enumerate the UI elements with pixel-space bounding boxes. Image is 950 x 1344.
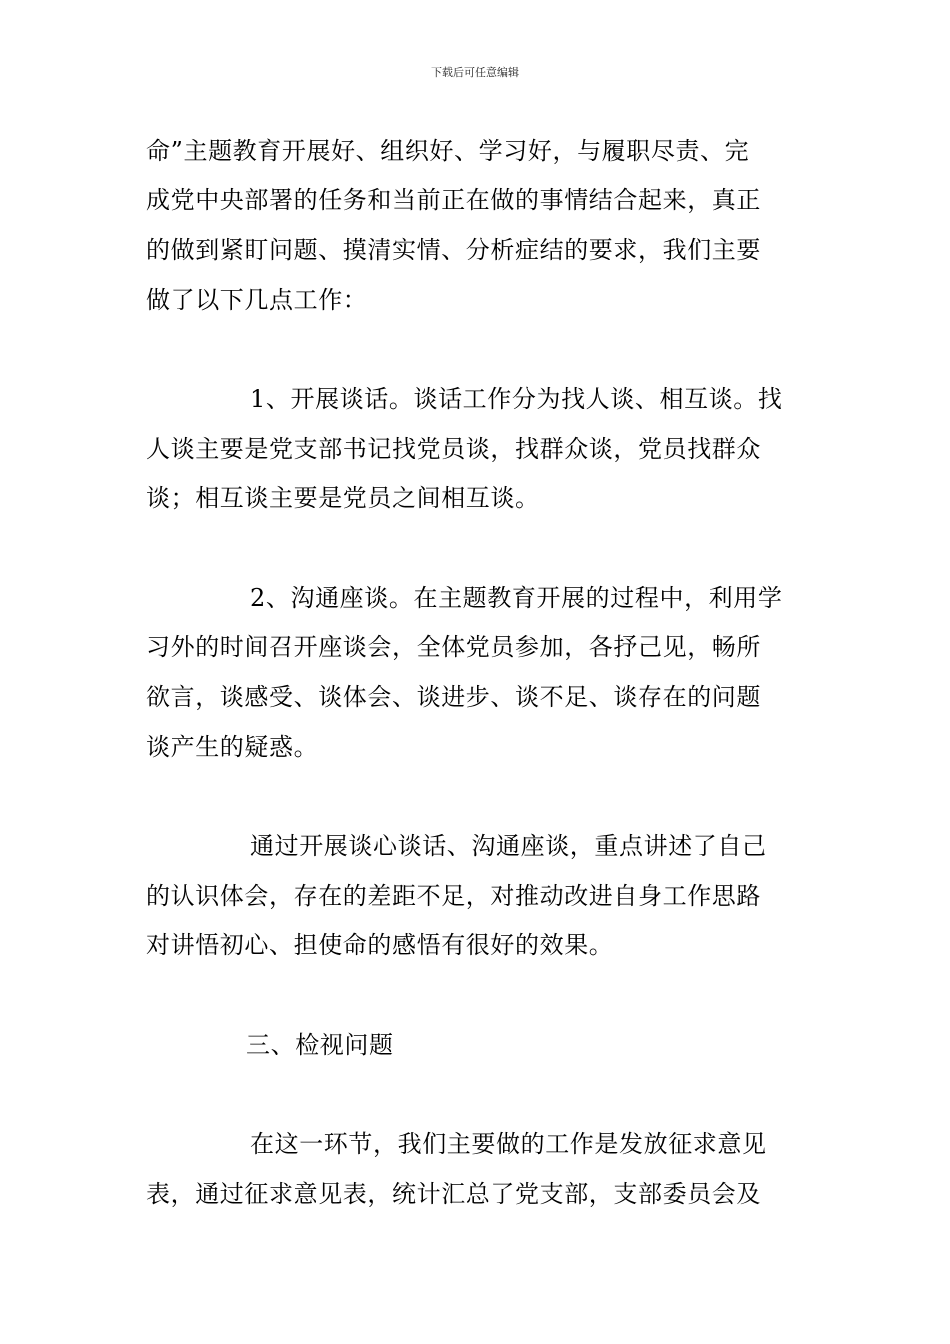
text-line: 欲言，谈感受、谈体会、谈进步、谈不足、谈存在的问题 [146,683,761,711]
text-line: 对讲悟初心、担使命的感悟有很好的效果。 [146,931,614,959]
text-line: 谈；相互谈主要是党员之间相互谈。 [146,484,540,512]
text-line: 的认识体会，存在的差距不足，对推动改进自身工作思路 [146,882,761,910]
text-line: 命”主题教育开展好、组织好、学习好，与履职尽责、完 [146,137,750,165]
text-line: 的做到紧盯问题、摸清实情、分析症结的要求，我们主要 [146,236,761,264]
text-line: 三、检视问题 [246,1031,394,1059]
text-line: 人谈主要是党支部书记找党员谈，找群众谈，党员找群众 [146,435,761,463]
text-line: 通过开展谈心谈话、沟通座谈，重点讲述了自己 [250,832,767,860]
text-line: 做了以下几点工作： [146,286,368,314]
text-line: 表，通过征求意见表，统计汇总了党支部，支部委员会及 [146,1180,761,1208]
text-line: 1、开展谈话。谈话工作分为找人谈、相互谈。找 [250,385,783,413]
page-header: 下载后可任意编辑 [431,66,519,79]
text-line: 在这一环节，我们主要做的工作是发放征求意见 [250,1130,767,1158]
text-line: 谈产生的疑惑。 [146,733,319,761]
text-line: 成党中央部署的任务和当前正在做的事情结合起来，真正 [146,186,761,214]
text-line: 2、沟通座谈。在主题教育开展的过程中，利用学 [250,584,783,612]
text-line: 习外的时间召开座谈会，全体党员参加，各抒己见，畅所 [146,633,761,661]
